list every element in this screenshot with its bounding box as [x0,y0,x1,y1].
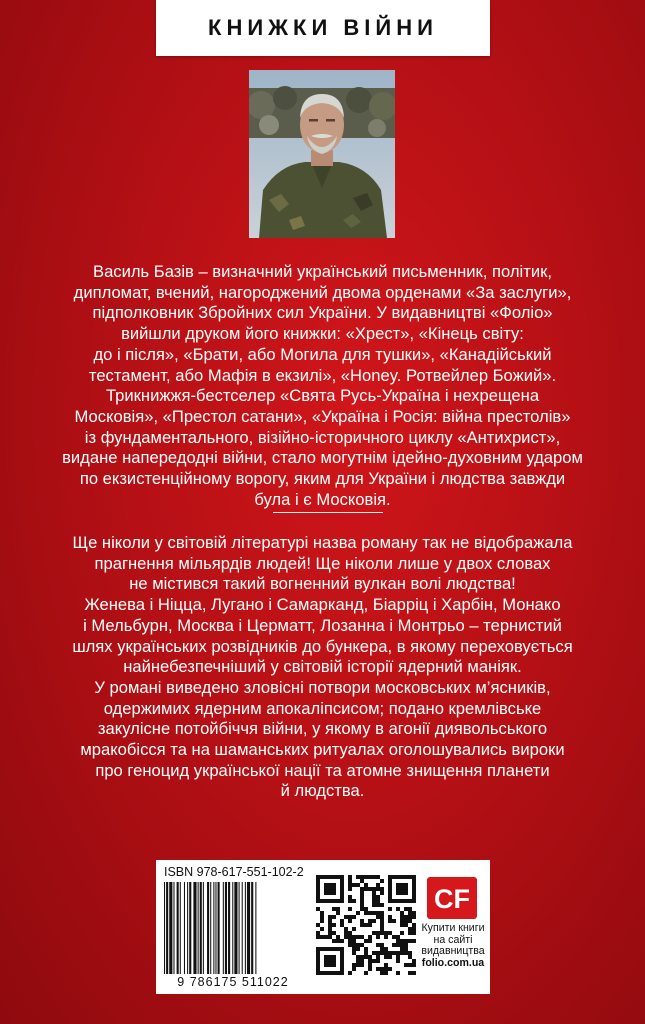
bio-line: дипломат, вчений, нагороджений двома орденами «За заслуги», [73,282,572,302]
series-title-banner [156,0,490,56]
section-divider [273,512,383,513]
isbn-label: ISBN 978-617-551-102-2 [164,865,304,879]
blurb-line: Ще ніколи у світовій літературі назва роману так не відображала [72,533,573,552]
publisher-website[interactable]: folio.com.ua [421,957,485,970]
publisher-logo[interactable] [427,877,477,919]
bio-line: видане напередодні війни, стало могутнім ідейно-духовним ударом [62,448,583,468]
bio-line: до і після», «Брати, або Могила для тушки», «Канадійський [93,344,552,364]
blurb-line: мракобісся та на шаманських ритуалах оголошувались вироки [80,740,565,760]
barcode-digits: 9 786175 511022 [177,975,289,989]
barcode [162,882,304,974]
bio-line: по екзистенційному ворогу, яким для України і людства завжди [79,469,566,489]
blurb-line: закулісне потойбіччя війни, у якому в агонії диявольського [97,719,548,739]
blurb-line: У романі виведено зловісні потвори московських м’ясників, [94,677,551,697]
bio-line: із фундаментального, візійно-історичного циклу «Антихрист», [84,427,561,447]
bio-line: була і є Московія. [254,489,391,509]
blurb-line: про геноцид української нації та атомне знищення планети [95,760,550,780]
blurb-line: прагнення мільярдів людей! Ще ніколи лише у двох словах [94,553,551,573]
buy-line: Купити книги [421,922,485,934]
buy-line: на сайті [433,933,473,946]
blurb-line: найнебезпечніший у світовій історії ядерний маніяк. [123,657,522,677]
bio-line: Василь Базів – визначний український письменник, політик, [93,262,552,281]
bio-line: підполковник Збройних сил України. У видавництві «Фоліо» [92,303,553,323]
bio-line: Трикнижжя-бестселер «Свята Русь-Україна і нехрещена [105,386,540,406]
blurb-line: Женева і Ніцца, Лугано і Самарканд, Біарріц і Харбін, Монако [84,595,561,615]
buy-line: видавництва [421,945,485,958]
author-photo [249,70,395,238]
blurb-line: не містився такий вогненний вулкан волі людства! [129,574,516,594]
isbn-panel [156,860,490,994]
blurb-line: шлях українських розвідників до бункера, в якому переховується [72,636,573,656]
buy-online-note [418,923,488,970]
book-blurb [40,533,605,802]
bio-line: тестамент, або Мафія в екзилі», «Honey. Ротвейлер Божий». [88,365,557,385]
publisher-logo-letters: CF [434,884,470,914]
qr-code[interactable] [316,875,416,975]
blurb-line: і Мельбурн, Москва і Церматт, Лозанна і Монтрьо – тернистий [83,615,562,635]
blurb-line: одержимих ядерним апокаліпсисом; подано кремлівське [103,698,542,718]
series-title: КНИЖКИ ВІЙНИ [208,15,438,40]
bio-line: вийшли друком його книжки: «Хрест», «Кінець світу: [121,324,524,344]
author-bio [40,262,605,510]
bio-line: Московія», «Престол сатани», «Україна і Росія: війна престолів» [74,406,571,426]
blurb-line: й людства. [280,781,365,801]
